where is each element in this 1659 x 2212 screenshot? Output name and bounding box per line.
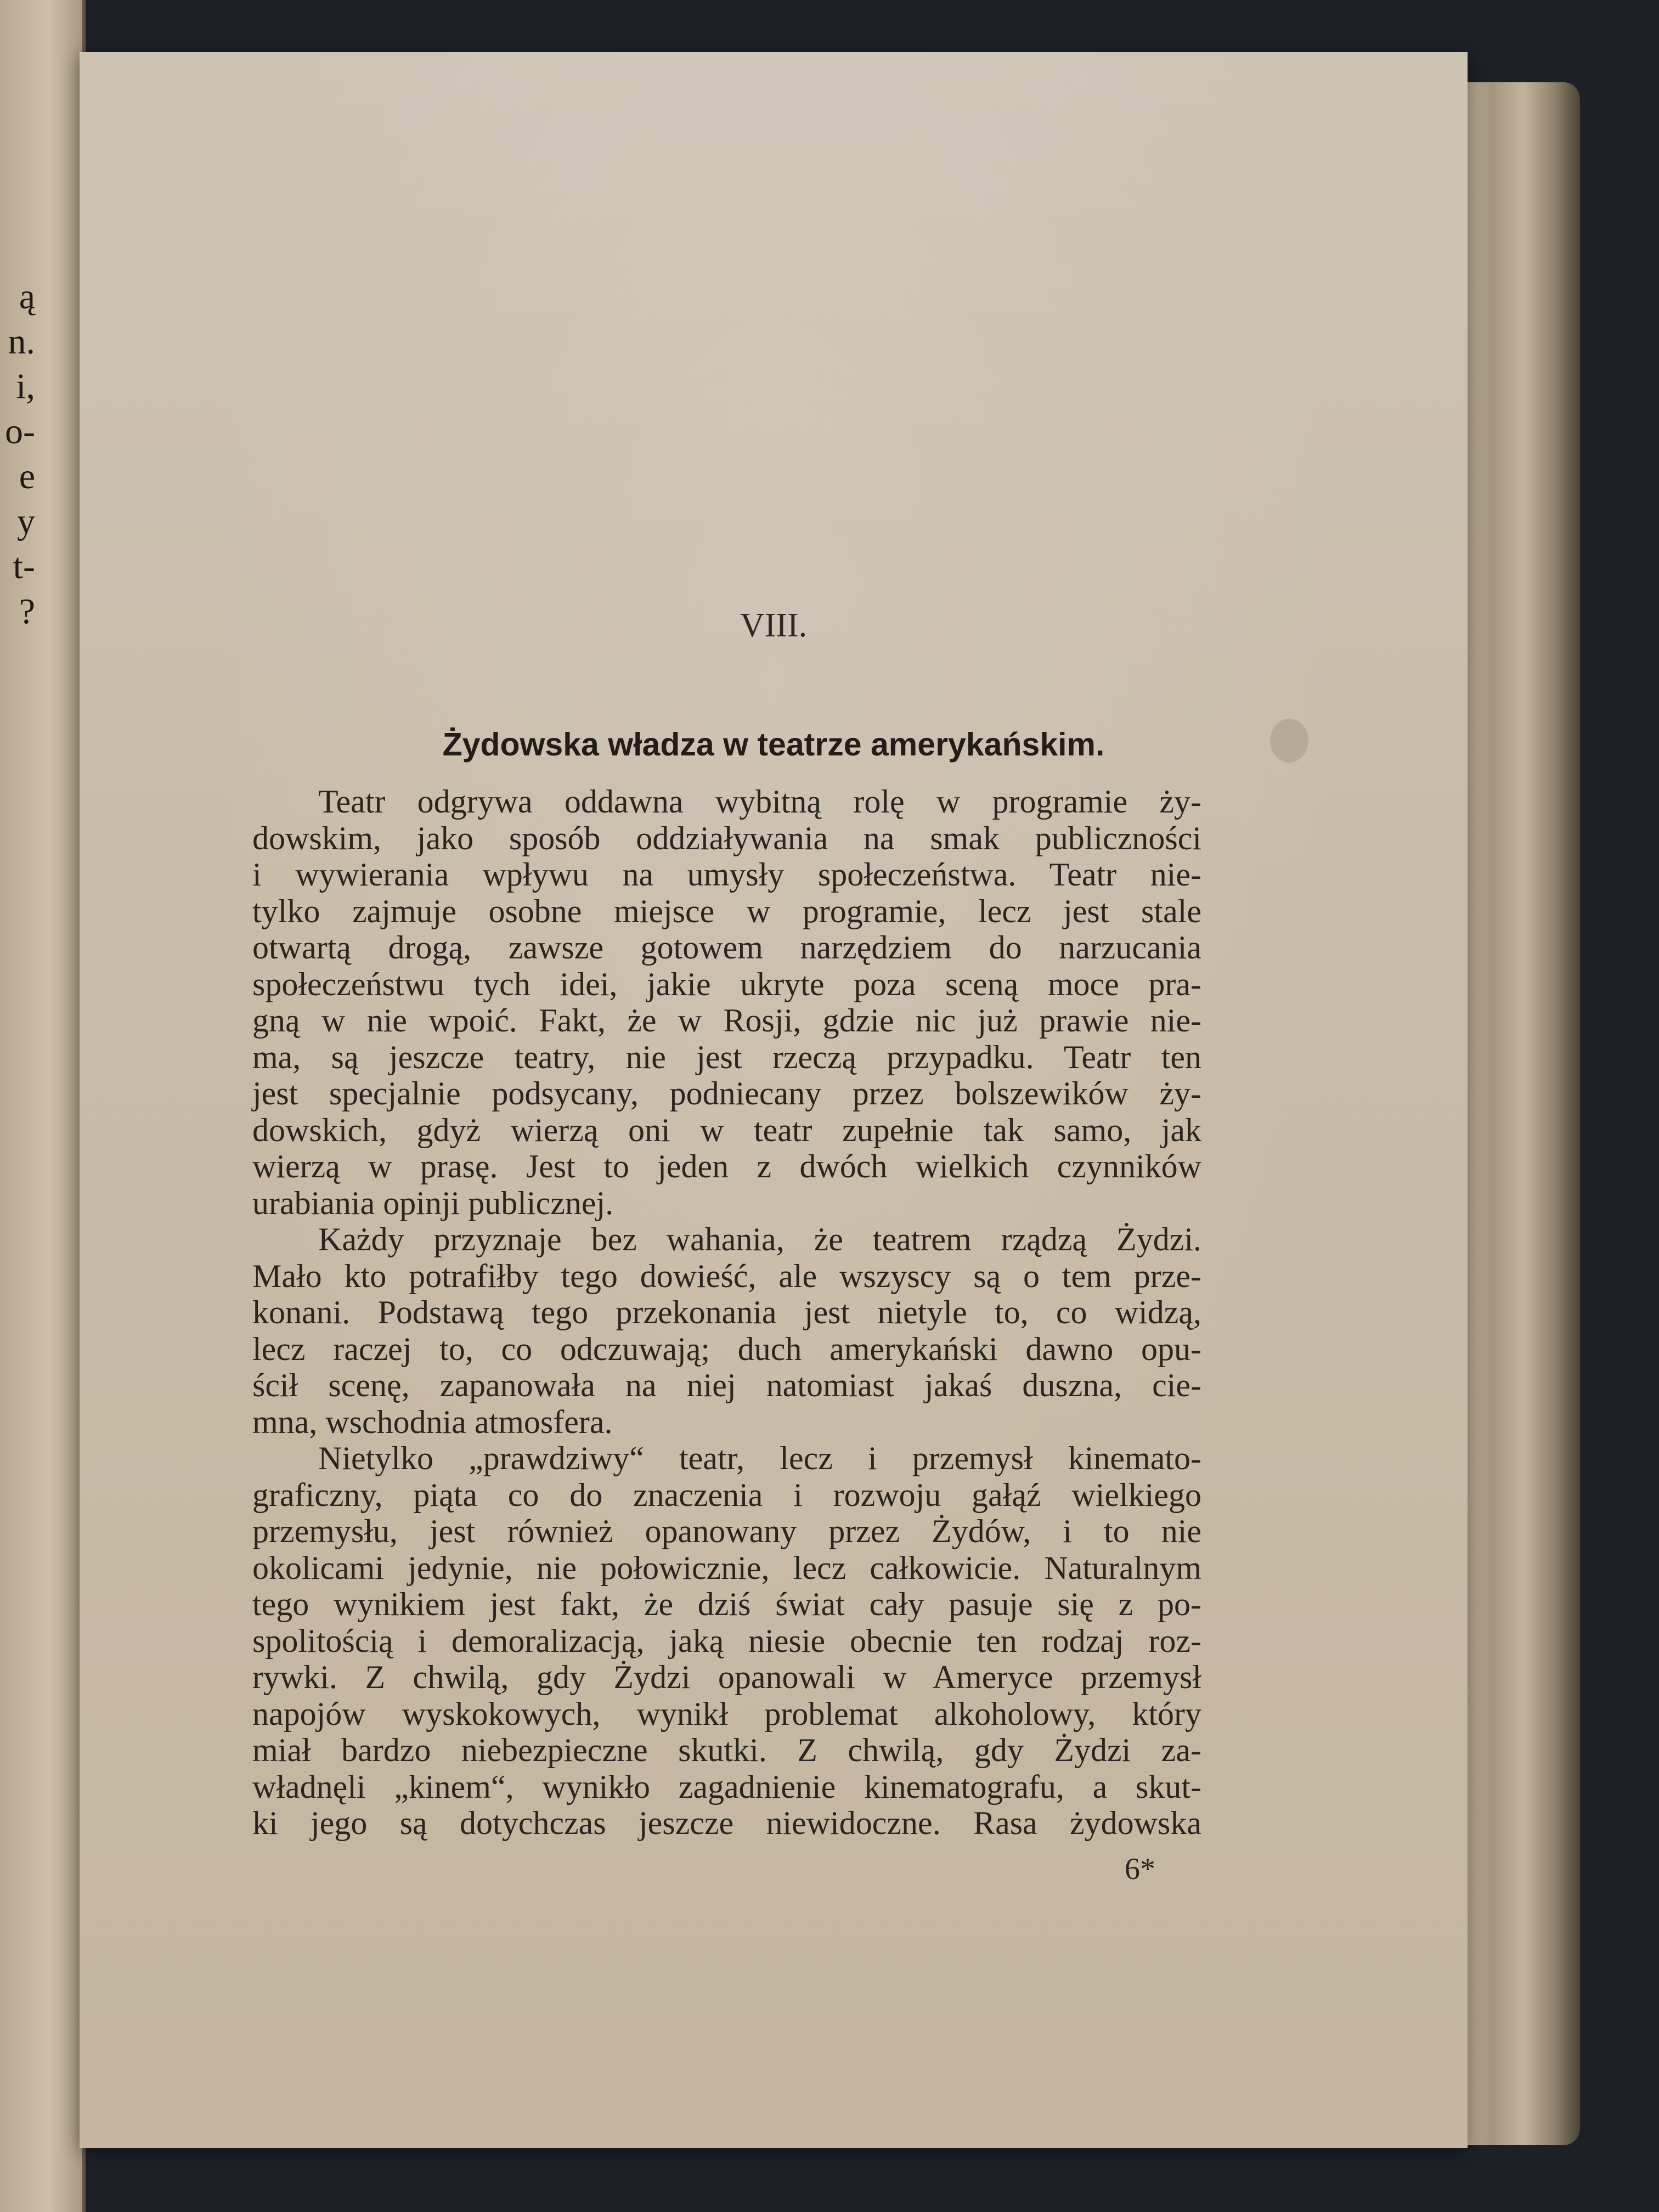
text-line: graficzny, piąta co do znaczenia i rozwoju gałąź wielkiego bbox=[252, 1476, 1201, 1513]
text-line: Każdy przyznaje bez wahania, że teatrem rządzą Żydzi. bbox=[318, 1221, 1201, 1257]
text-line: wierzą w prasę. Jest to jeden z dwóch wielkich czynników bbox=[252, 1148, 1201, 1184]
text-line: gną w nie wpoić. Fakt, że w Rosji, gdzie nic już prawie nie- bbox=[252, 1002, 1201, 1039]
chapter-number: VIII. bbox=[740, 607, 808, 644]
text-line: konani. Podstawą tego przekonania jest nietyle to, co widzą, bbox=[252, 1294, 1201, 1330]
left-page-fragment: e bbox=[19, 456, 35, 496]
chapter-title: Żydowska władza w teatrze amerykańskim. bbox=[442, 726, 1105, 763]
left-page-fragment: n. bbox=[8, 321, 35, 362]
page-number: 6* bbox=[1125, 1852, 1155, 1886]
text-line: ścił scenę, zapanowała na niej natomiast jakaś duszna, cie- bbox=[252, 1367, 1201, 1403]
left-page-fragment: ą bbox=[19, 276, 35, 317]
left-page-fragment: t- bbox=[13, 546, 35, 586]
left-page-fragment: ? bbox=[19, 591, 35, 631]
left-page-text-fragments bbox=[2, 274, 35, 634]
left-page-fragment: o- bbox=[5, 411, 35, 452]
text-line: dowskim, jako sposób oddziaływania na smak publiczności bbox=[252, 820, 1201, 856]
text-line: tego wynikiem jest fakt, że dziś świat cały pasuje się z po- bbox=[252, 1586, 1201, 1622]
text-line: przemysłu, jest również opanowany przez Żydów, i to nie bbox=[252, 1513, 1201, 1549]
text-line: społeczeństwu tych idei, jakie ukryte poza sceną moce pra- bbox=[252, 966, 1201, 1002]
left-page-fragment: y bbox=[17, 501, 35, 541]
text-line: Mało kto potrafiłby tego dowieść, ale wszyscy są o tem prze- bbox=[252, 1257, 1201, 1294]
left-page-fragment: i, bbox=[16, 366, 35, 407]
body-text bbox=[252, 783, 1201, 1842]
text-line: Teatr odgrywa oddawna wybitną rolę w programie ży- bbox=[318, 783, 1201, 820]
text-line: miał bardzo niebezpieczne skutki. Z chwilą, gdy Żydzi za- bbox=[252, 1732, 1201, 1768]
text-line: spolitością i demoralizacją, jaką niesie obecnie ten rodzaj roz- bbox=[252, 1622, 1201, 1659]
left-page bbox=[0, 0, 86, 2212]
text-line: okolicami jedynie, nie połowicznie, lecz całkowicie. Naturalnym bbox=[252, 1549, 1201, 1586]
text-line: lecz raczej to, co odczuwają; duch amerykański dawno opu- bbox=[252, 1330, 1201, 1367]
text-line: urabiania opinji publicznej. bbox=[252, 1184, 614, 1221]
text-line: otwartą drogą, zawsze gotowem narzędziem do narzucania bbox=[252, 929, 1201, 966]
text-line: ki jego są dotychczas jeszcze niewidoczne. Rasa żydowska bbox=[252, 1805, 1201, 1841]
text-line: mna, wschodnia atmosfera. bbox=[252, 1403, 613, 1440]
text-line: Nietylko „prawdziwy“ teatr, lecz i przemysł kinemato- bbox=[318, 1440, 1201, 1476]
text-line: napojów wyskokowych, wynikł problemat alkoholowy, który bbox=[252, 1695, 1201, 1732]
book-page bbox=[80, 52, 1468, 2148]
text-line: rywki. Z chwilą, gdy Żydzi opanowali w Ameryce przemysł bbox=[252, 1659, 1201, 1695]
page-edges bbox=[1454, 82, 1580, 2145]
text-line: dowskich, gdyż wierzą oni w teatr zupełnie tak samo, jak bbox=[252, 1111, 1201, 1148]
text-line: ma, są jeszcze teatry, nie jest rzeczą przypadku. Teatr ten bbox=[252, 1039, 1201, 1075]
text-line: i wywierania wpływu na umysły społeczeństwa. Teatr nie- bbox=[252, 856, 1201, 893]
text-line: władnęli „kinem“, wynikło zagadnienie kinematografu, a skut- bbox=[252, 1768, 1201, 1805]
text-line: tylko zajmuje osobne miejsce w programie, lecz jest stale bbox=[252, 893, 1201, 929]
text-line: jest specjalnie podsycany, podniecany przez bolszewików ży- bbox=[252, 1075, 1201, 1111]
